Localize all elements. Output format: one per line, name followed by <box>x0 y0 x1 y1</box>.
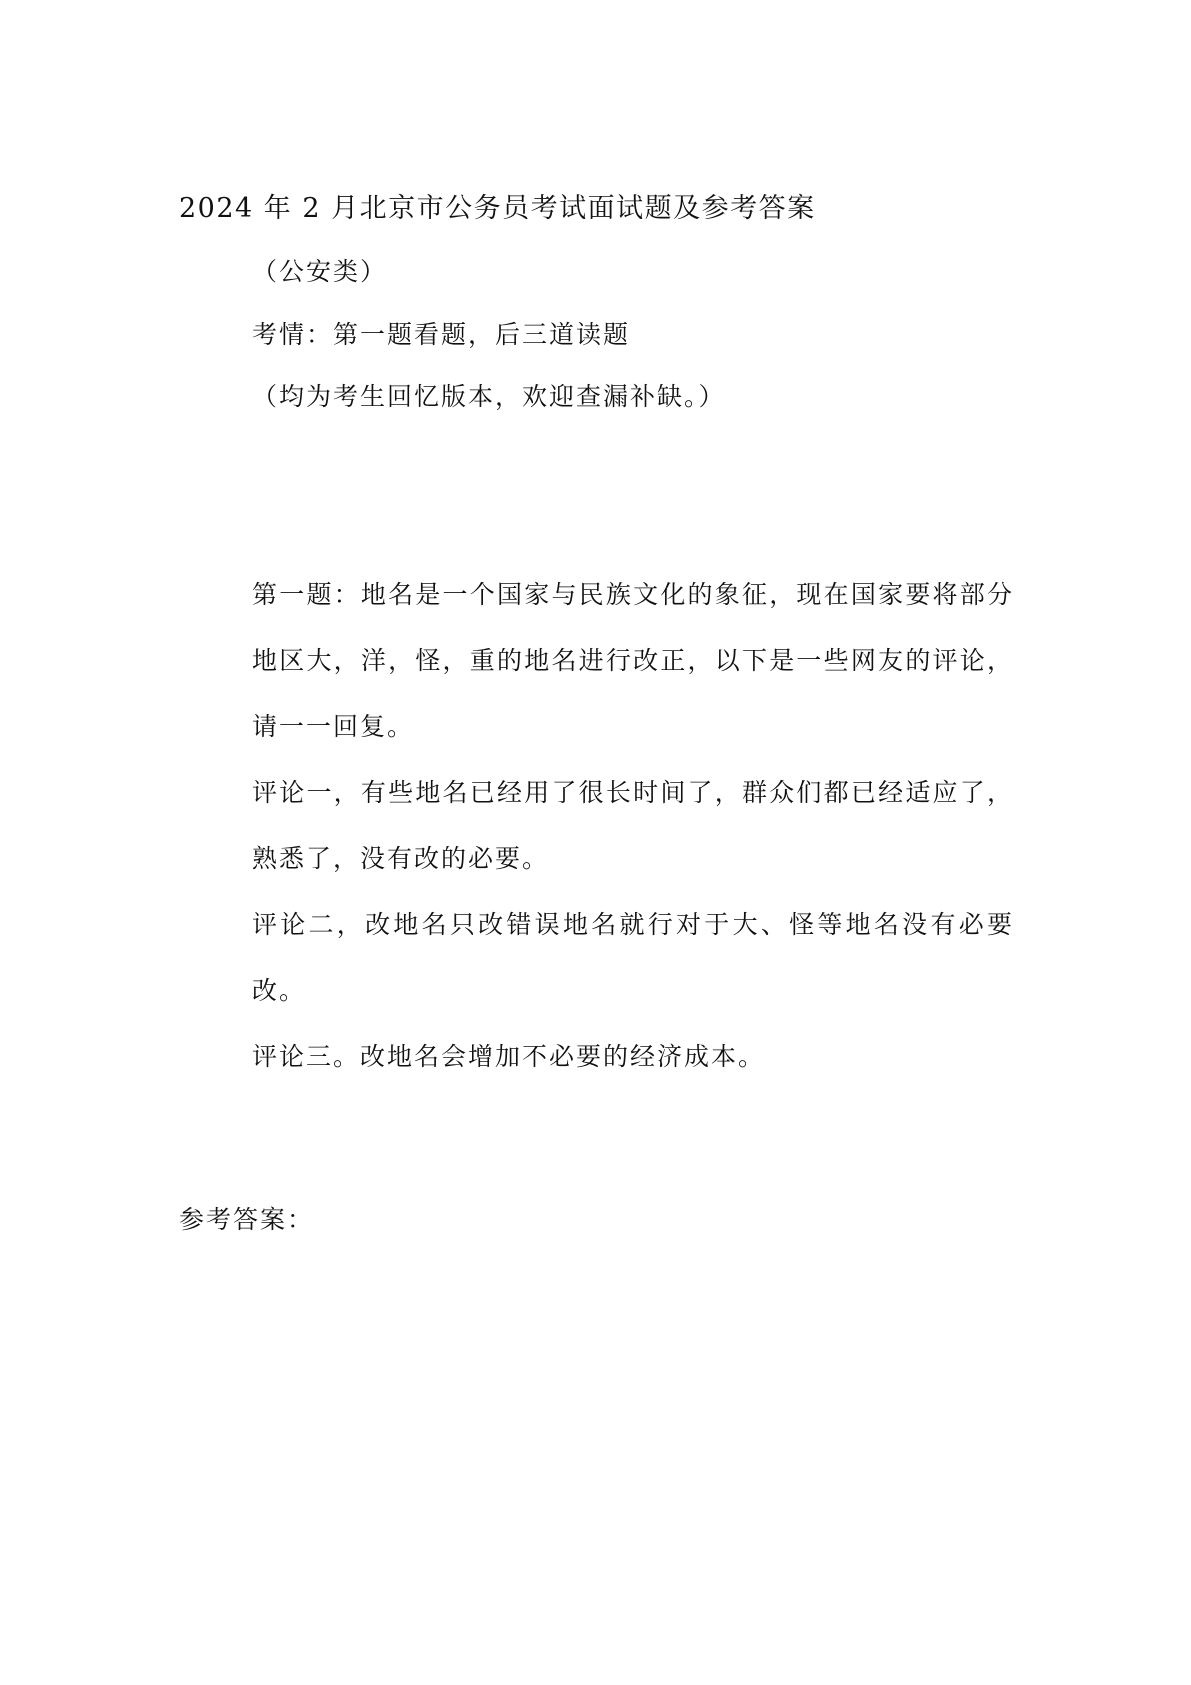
question-section <box>252 562 1014 1090</box>
comment-two: 评论二，改地名只改错误地名就行对于大、怪等地名没有必要改。 <box>252 910 1014 1005</box>
comment-one: 评论一，有些地名已经用了很长时间了，群众们都已经适应了，熟悉了，没有改的必要。 <box>252 778 1014 873</box>
document-subtitle: （公安类） <box>252 257 388 286</box>
exam-info-text: 考情：第一题看题，后三道读题 <box>252 320 631 349</box>
recollection-note: （均为考生回忆版本，欢迎查漏补缺。） <box>252 382 726 411</box>
comment-three: 评论三。改地名会增加不必要的经济成本。 <box>252 1042 766 1071</box>
question-prompt: 第一题：地名是一个国家与民族文化的象征，现在国家要将部分地区大，洋，怪，重的地名进行改正，以下是一些网友的评论，请一一回复。 <box>252 580 1014 741</box>
document-title: 2024 年 2 月北京市公务员考试面试题及参考答案 <box>179 193 816 224</box>
reference-answer-label: 参考答案： <box>179 1205 315 1234</box>
